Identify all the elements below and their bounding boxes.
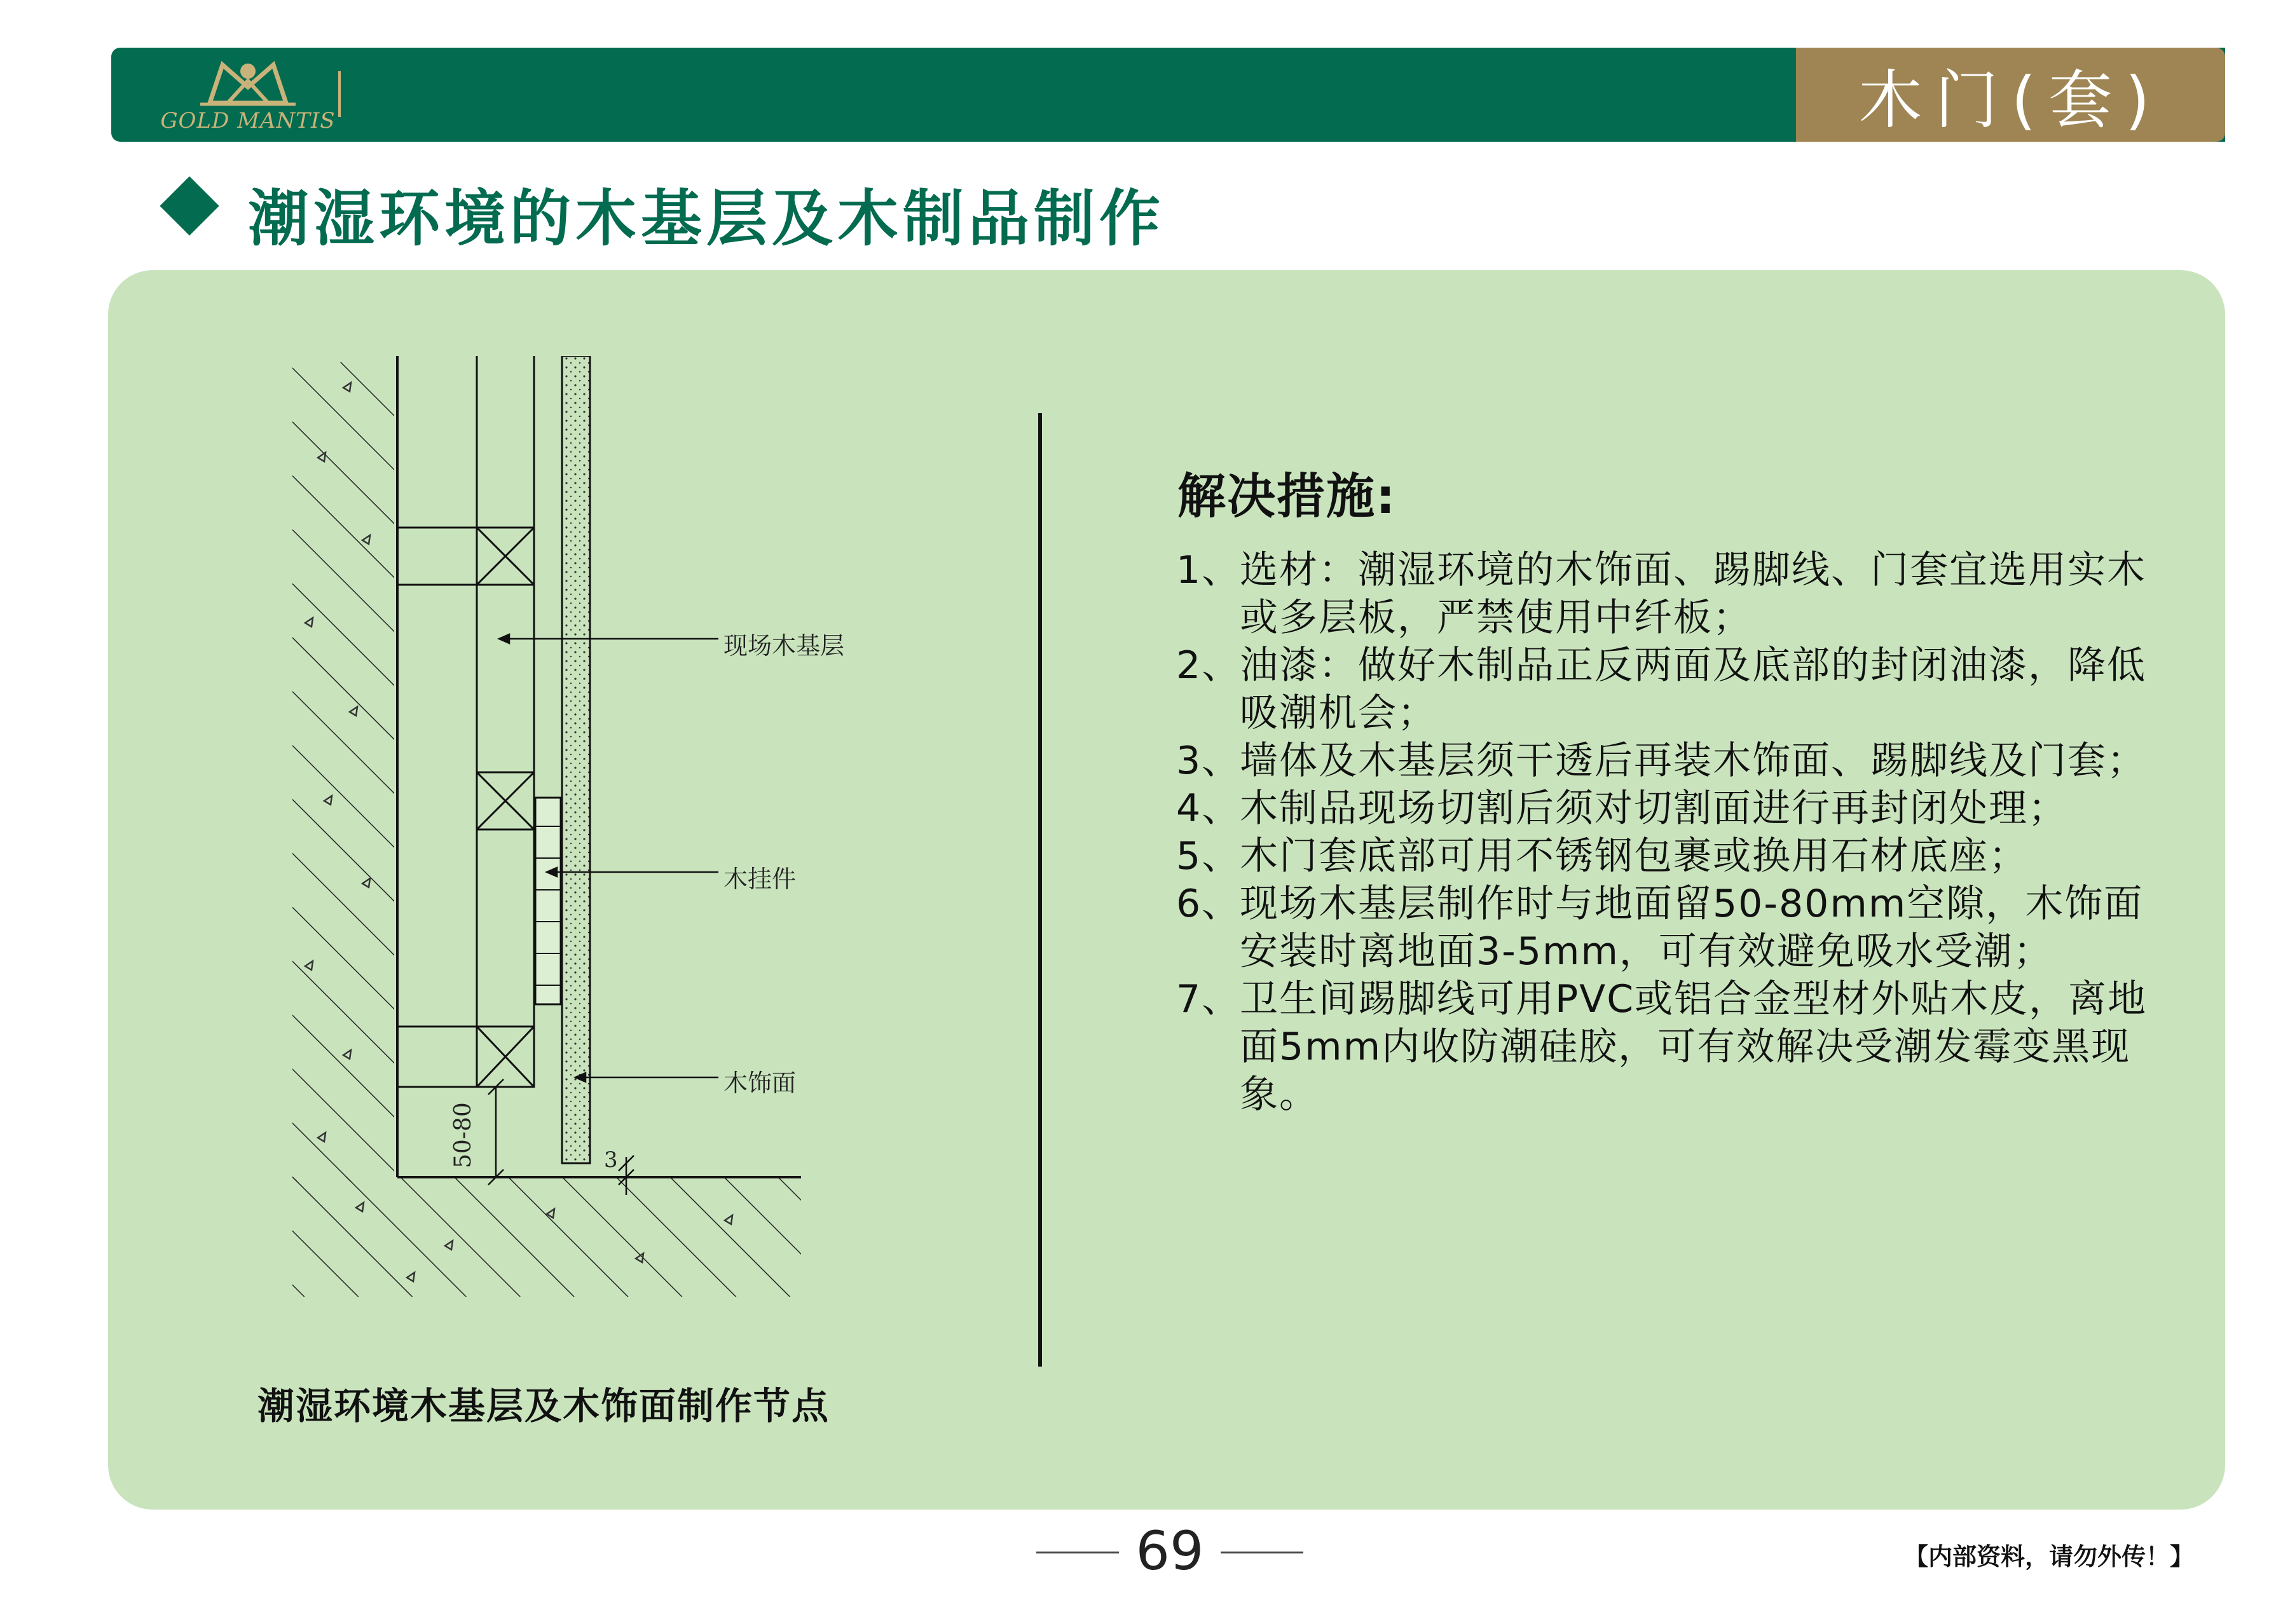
concrete-floor: [292, 1176, 801, 1297]
label-hanger: 木挂件: [723, 865, 797, 893]
item-number: 2、: [1176, 643, 1242, 688]
brand-name: GOLD MANTIS: [160, 108, 336, 133]
label-base-layer: 现场木基层: [723, 632, 845, 660]
wood-veneer: [562, 356, 590, 1163]
item-number: 1、: [1176, 548, 1242, 592]
item-number: 3、: [1176, 739, 1242, 783]
diagram-caption: 潮湿环境木基层及木饰面制作节点: [257, 1384, 830, 1428]
item-number: 7、: [1176, 977, 1242, 1021]
list-item: [1176, 880, 2168, 976]
section-tag: 木门(套): [1796, 48, 2225, 142]
mantis-logo-icon: [153, 52, 343, 109]
list-item: [1176, 547, 2168, 642]
item-text: 油漆：做好木制品正反两面及底部的封闭油漆，降低吸潮机会；: [1240, 643, 2146, 735]
logo-separator: [338, 71, 341, 117]
label-veneer: 木饰面: [723, 1069, 797, 1097]
concrete-wall: [292, 362, 394, 1182]
item-text: 墙体及木基层须干透后再装木饰面、踢脚线及门套；: [1240, 739, 2146, 783]
wood-hanger: [535, 798, 561, 1004]
item-text: 木门套底部可用不锈钢包裹或换用石材底座；: [1240, 834, 2028, 878]
page-number: 69: [1135, 1520, 1204, 1582]
dim-gap: 50-80: [450, 1102, 476, 1168]
dim-floor-gap: 3: [604, 1147, 618, 1173]
list-item: [1176, 737, 2168, 785]
item-text: 现场木基层制作时与地面留50-80mm空隙，木饰面安装时离地面3-5mm，可有效避免吸水受潮；: [1240, 882, 2144, 974]
item-text: 卫生间踢脚线可用PVC或铝合金型材外贴木皮，离地面5mm内收防潮硅胶，可有效解决受潮发霉变黑现象。: [1240, 977, 2148, 1117]
title-bullet-icon: [160, 176, 219, 235]
list-item: [1176, 833, 2168, 880]
item-text: 选材：潮湿环境的木饰面、踢脚线、门套宜选用实木或多层板，严禁使用中纤板；: [1240, 548, 2146, 640]
solutions-list: [1176, 547, 2168, 1119]
solutions-heading: 解决措施:: [1177, 468, 1397, 524]
list-item: [1176, 785, 2168, 833]
confidential-notice: 【内部资料，请勿外传！】: [1904, 1543, 2195, 1571]
construction-detail-drawing: [280, 356, 852, 1297]
item-number: 5、: [1176, 834, 1242, 878]
item-number: 4、: [1176, 786, 1242, 831]
list-item: [1176, 642, 2168, 737]
page-rule-right: [1221, 1552, 1303, 1553]
item-number: 6、: [1176, 882, 1242, 926]
page-title: 潮湿环境的木基层及木制品制作: [248, 183, 1165, 254]
brand-logo: [153, 52, 343, 135]
item-text: 木制品现场切割后须对切割面进行再封闭处理；: [1240, 786, 2067, 831]
column-divider: [1038, 413, 1042, 1367]
list-item: [1176, 976, 2168, 1119]
